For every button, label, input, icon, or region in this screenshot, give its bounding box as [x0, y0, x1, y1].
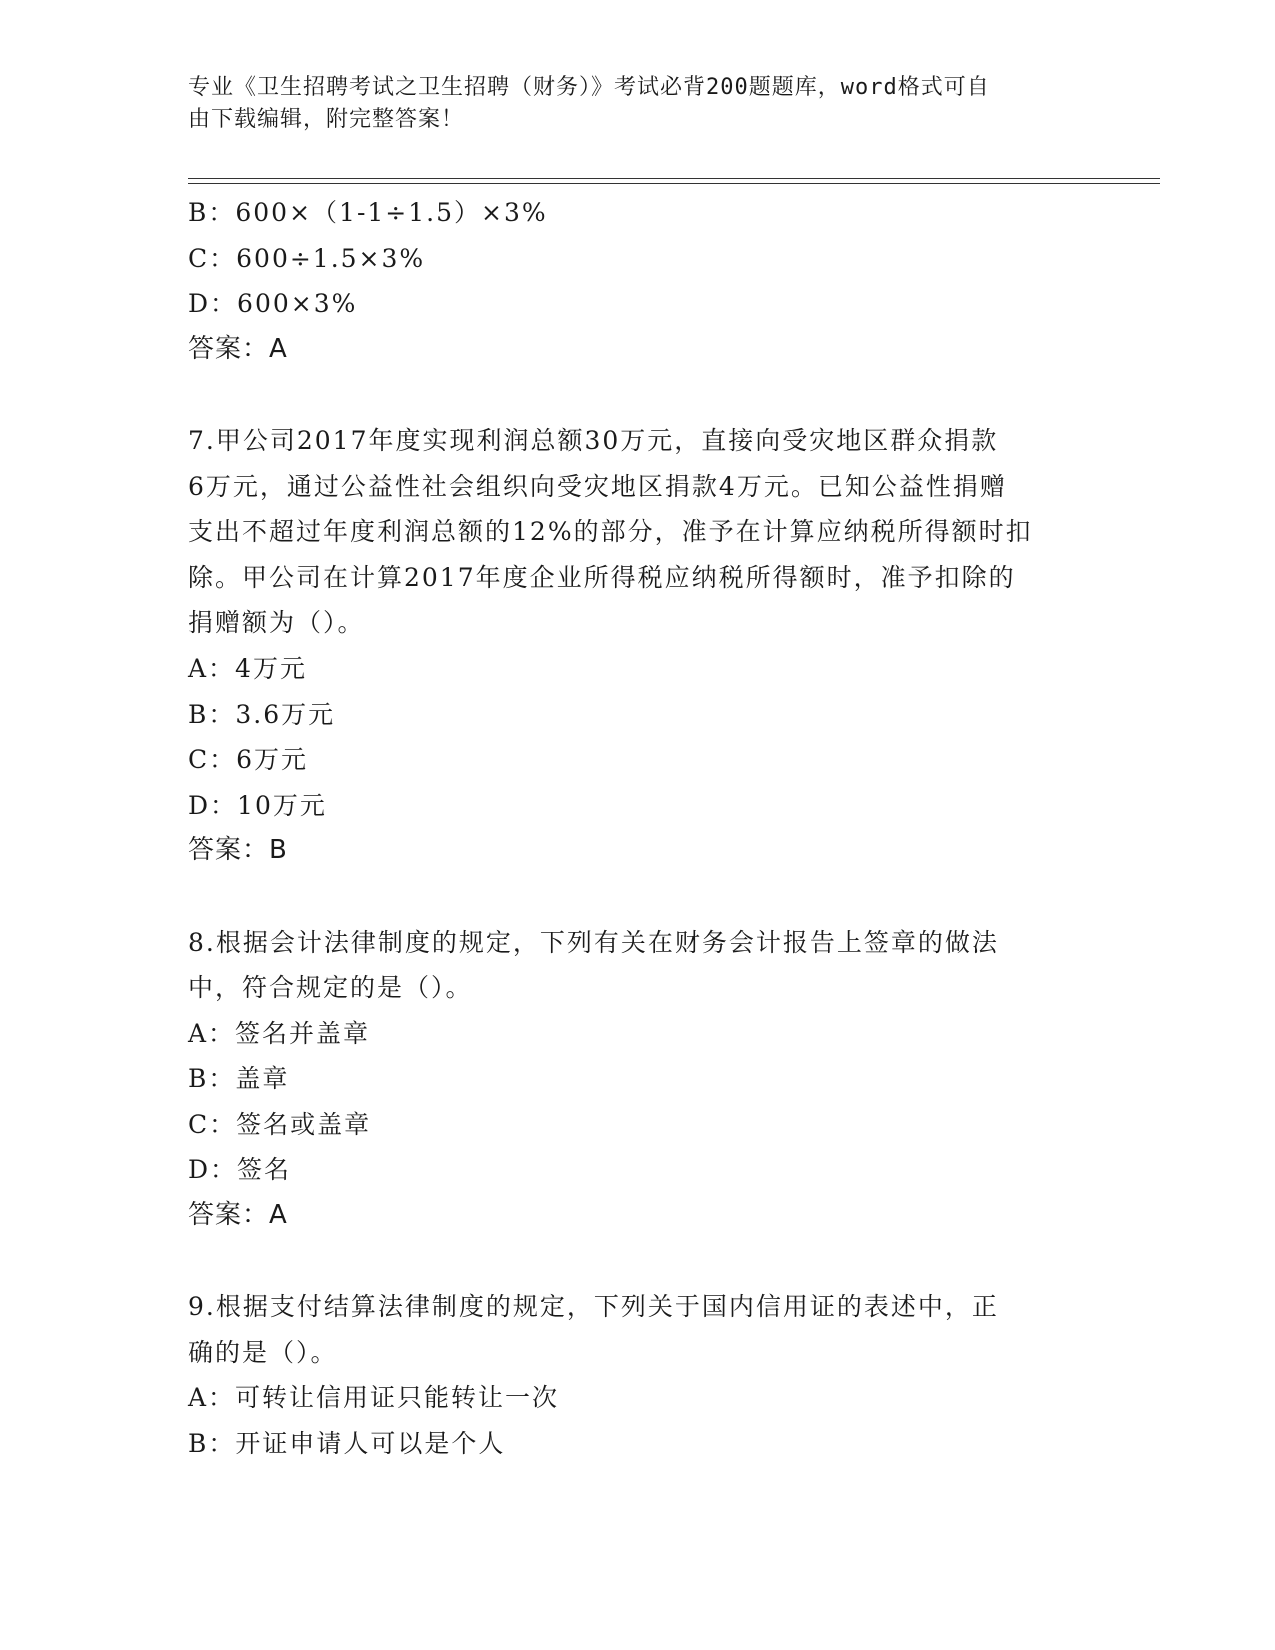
question-stem-line: 6万元，通过公益性社会组织向受灾地区捐款4万元。已知公益性捐赠 [188, 471, 1007, 501]
option-a: A：签名并盖章 [188, 1018, 371, 1048]
option-b: B：盖章 [188, 1064, 290, 1094]
document-header [188, 72, 1088, 136]
spacer [188, 1239, 1088, 1285]
question-stem-line: 7.甲公司2017年度实现利润总额30万元，直接向受灾地区群众捐款 [188, 425, 999, 455]
question-stem-line: 确的是（）。 [188, 1337, 338, 1367]
header-divider-top [188, 178, 1160, 179]
question-7 [188, 418, 1088, 874]
option-b: B：3.6万元 [188, 699, 336, 729]
question-9 [188, 1284, 1088, 1466]
question-list [188, 190, 1088, 1467]
answer: 答案：A [188, 1200, 288, 1231]
option-d: D：600×3% [188, 289, 358, 319]
option-a: A：可转让信用证只能转让一次 [188, 1383, 560, 1413]
header-line-1: 专业《卫生招聘考试之卫生招聘（财务）》考试必背200题题库，word格式可自 [188, 75, 990, 100]
question-stem-line: 支出不超过年度利润总额的12%的部分，准予在计算应纳税所得额时扣 [188, 517, 1033, 547]
question-stem-line: 中，符合规定的是（）。 [188, 973, 473, 1003]
option-c: C：6万元 [188, 745, 309, 775]
question-stem-line: 9.根据支付结算法律制度的规定，下列关于国内信用证的表述中，正 [188, 1292, 999, 1322]
question-stem-line: 除。甲公司在计算2017年度企业所得税应纳税所得额时，准予扣除的 [188, 562, 1016, 592]
header-line-2: 由下载编辑，附完整答案！ [188, 107, 465, 132]
option-d: D：签名 [188, 1155, 292, 1185]
question-6-tail [188, 190, 1088, 372]
option-b: B：600×（1-1÷1.5）×3% [188, 198, 548, 227]
option-c: C：签名或盖章 [188, 1109, 372, 1139]
question-8 [188, 920, 1088, 1239]
option-b: B：开证申请人可以是个人 [188, 1429, 506, 1459]
question-stem-line: 捐赠额为（）。 [188, 608, 365, 638]
answer: 答案：A [188, 333, 288, 364]
answer: 答案：B [188, 835, 288, 866]
question-stem-line: 8.根据会计法律制度的规定，下列有关在财务会计报告上签章的做法 [188, 927, 999, 957]
option-d: D：10万元 [188, 790, 327, 820]
option-a: A：4万元 [188, 653, 307, 683]
header-divider-bottom [188, 183, 1160, 184]
spacer [188, 372, 1088, 418]
spacer [188, 874, 1088, 920]
option-c: C：600÷1.5×3% [188, 243, 426, 273]
